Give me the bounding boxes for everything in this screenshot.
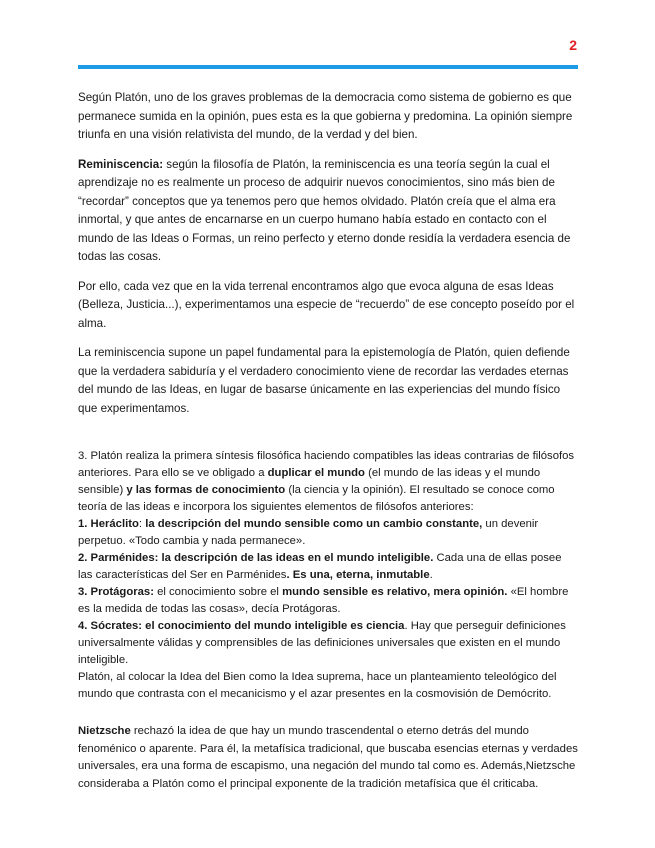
section-3-intro: 3. Platón realiza la primera síntesis filosófica haciendo compatibles las ideas contrarias de filósofos anteriores. Para ello se ve obligado a duplicar el mundo (el mundo de las ideas y el mundo sensible) y las formas de conocimiento (la ciencia y la opinión). El resultado se conoce como teoría de las ideas e incorpora los siguientes elementos de filósofos anteriores: (78, 450, 575, 513)
nietzsche-term: Nietzsche (78, 725, 131, 737)
page-number: 2 (569, 37, 577, 53)
nietzsche-paragraph (78, 723, 578, 793)
header-rule (78, 65, 578, 69)
list-item-protagoras: 3. Protágoras: el conocimiento sobre el mundo sensible es relativo, mera opinión. «El hombre es la medida de todas las cosas», decía Protágoras. (78, 586, 569, 615)
list-item-heraclito: 1. Heráclito: la descripción del mundo sensible como un cambio constante, un devenir perpetuo. «Todo cambia y nada permanece». (78, 518, 539, 547)
reminiscencia-text: según la filosofía de Platón, la reminiscencia es una teoría según la cual el aprendizaje no es realmente un proceso de adquirir nuevos conocimientos, sino más bien de “recordar” conceptos que ya tenemos pero que hemos olvidado. Platón creía que el alma era inmortal, y que antes de encarnarse en un cuerpo humano había estado en contacto con el mundo de las Ideas o Formas, un reino perfecto y eterno donde residía la verdadera esencia de todas las cosas. (78, 157, 571, 263)
section-3 (78, 448, 578, 703)
reminiscencia-paragraph (78, 156, 578, 267)
list-item-socrates: 4. Sócrates: el conocimiento del mundo inteligible es ciencia. Hay que perseguir definiciones universalmente válidas y comprensibles de las definiciones universales que existen en el mundo inteligible. (78, 620, 566, 666)
intro-paragraph: Según Platón, uno de los graves problemas de la democracia como sistema de gobierno es que permanece sumida en la opinión, pues esta es la que gobierna y predomina. La opinión siempre triunfa en una visión relativista del mundo, de la verdad y del bien. (78, 91, 573, 141)
document-body (78, 89, 578, 793)
recuerdo-paragraph: Por ello, cada vez que en la vida terrenal encontramos algo que evoca alguna de esas Ideas (Belleza, Justicia...), experimentamos una especie de “recuerdo” de ese concepto poseído por el alma. (78, 279, 575, 330)
nietzsche-text: rechazó la idea de que hay un mundo trascendental o eterno detrás del mundo fenoménico o aparente. Para él, la metafísica tradicional, que buscaba esencias eternas y verdades universales, era una forma de escapismo, una negación del mundo tal como es. Además,Nietzsche consideraba a Platón como el principal exponente de la tradición metafísica que él criticaba. (78, 725, 578, 790)
section-3-closing: Platón, al colocar la Idea del Bien como la Idea suprema, hace un planteamiento teleológico del mundo que contrasta con el mecanicismo y el azar presentes en la cosmovisión de Demócrito. (78, 671, 557, 700)
reminiscencia-term: Reminiscencia: (78, 157, 164, 171)
epistemologia-paragraph: La reminiscencia supone un papel fundamental para la epistemología de Platón, quien defiende que la verdadera sabiduría y el verdadero conocimiento viene de recordar las verdades eternas del mundo de las Ideas, en lugar de basarse únicamente en las experiencias del mundo físico que experimentamos. (78, 346, 570, 415)
list-item-parmenides: 2. Parménides: la descripción de las ideas en el mundo inteligible. Cada una de ellas posee las características del Ser en Parménides. Es una, eterna, inmutable. (78, 552, 562, 581)
